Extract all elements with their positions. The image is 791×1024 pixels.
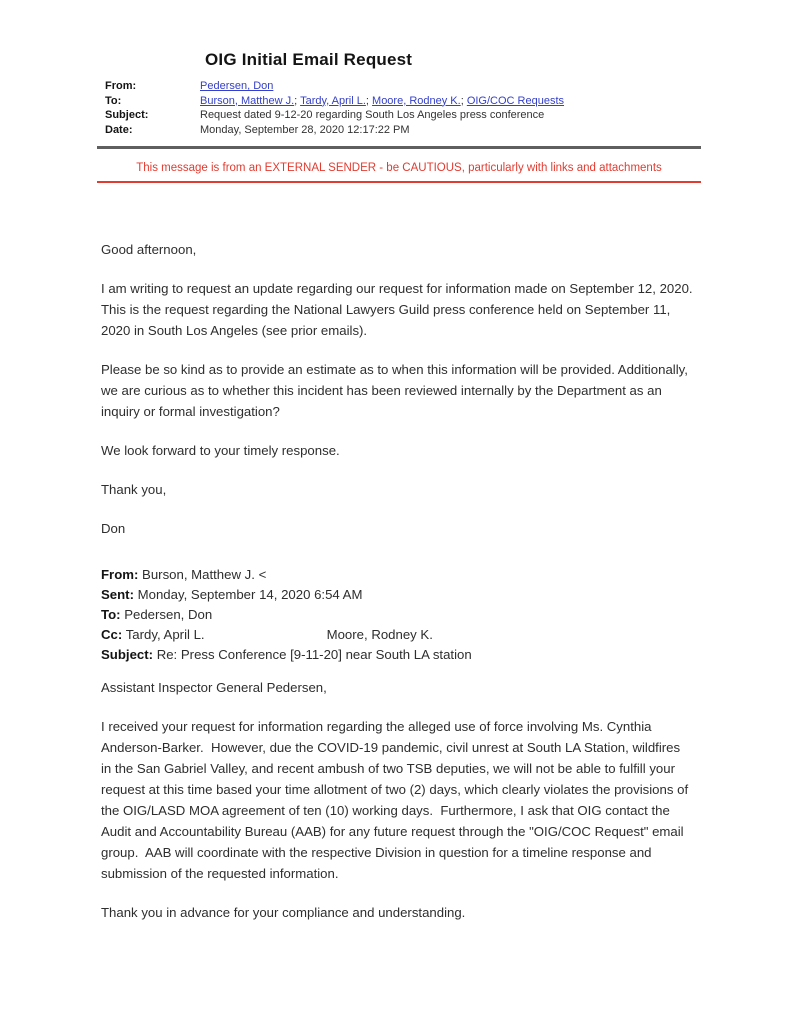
quoted-from-value: Burson, Matthew J. < xyxy=(142,567,267,583)
quoted-to-value: Pedersen, Don xyxy=(124,607,213,623)
greeting-line: Good afternoon, xyxy=(101,242,197,258)
quoted-from-line xyxy=(101,565,693,585)
date-label: Date: xyxy=(105,123,133,136)
to-separator: ; xyxy=(294,94,301,107)
to-value xyxy=(200,94,564,109)
email-meta-header xyxy=(101,79,693,137)
quoted-cc-label: Cc: xyxy=(101,627,123,643)
quoted-to-line xyxy=(101,605,693,625)
quoted-cc-name-2: Moore, Rodney K. xyxy=(326,627,433,643)
to-link-tardy-april[interactable]: Tardy, April L. xyxy=(300,94,366,107)
paragraph: Thank you in advance for your compliance and understanding. xyxy=(101,905,466,921)
to-link-moore-rodney[interactable]: Moore, Rodney K. xyxy=(372,94,461,107)
meta-row-from xyxy=(101,79,693,94)
to-separator: ; xyxy=(460,94,467,107)
meta-row-date xyxy=(101,123,693,138)
quoted-sent-label: Sent: xyxy=(101,587,134,603)
quoted-cc-name-1: Tardy, April L. xyxy=(125,627,205,643)
from-label: From: xyxy=(105,80,137,92)
subject-label: Subject: xyxy=(105,109,149,122)
quoted-sent-line xyxy=(101,585,693,605)
closing-line: Thank you, xyxy=(101,482,167,498)
meta-row-to xyxy=(101,94,693,109)
message-body-top xyxy=(101,239,697,539)
salutation-line: Assistant Inspector General Pedersen, xyxy=(101,680,327,696)
from-value xyxy=(200,79,273,94)
quoted-to-label: To: xyxy=(101,607,121,623)
quoted-subject-label: Subject: xyxy=(101,647,154,663)
quoted-subject-value: Re: Press Conference [9-11-20] near South LA station xyxy=(156,647,472,663)
paragraph: I received your request for information regarding the alleged use of force involving Ms. Cynthia Anderson-Barker. However, due the COVID-19 pandemic, civil unrest at South LA Station, wildfires in the San Gabriel Valley, and recent ambush of two TSB deputies, we will not be able to fulfill your request at this time based your time allotment of two (2) days, which clearly violates the provisions of the OIG/LASD MOA agreement of ten (10) working days. Furthermore, I ask that OIG contact the Audit and Accountability Bureau (AAB) for any future request through the "OIG/COC Request" email group. AAB will coordinate with the respective Division in question for a timeline response and submission of the requested information. xyxy=(101,719,692,882)
to-link-burson-matthew[interactable]: Burson, Matthew J. xyxy=(200,94,295,107)
paragraph: I am writing to request an update regarding our request for information made on September 12, 2020. This is the request regarding the National Lawyers Guild press conference held on September 11, 2020 in South Los Angeles (see prior emails). xyxy=(101,281,697,339)
page-title: OIG Initial Email Request xyxy=(205,50,413,69)
from-link-pedersen-don[interactable]: Pedersen, Don xyxy=(200,80,274,92)
quoted-sent-value: Monday, September 14, 2020 6:54 AM xyxy=(137,587,363,603)
subject-value: Request dated 9-12-20 regarding South Los Angeles press conference xyxy=(200,109,545,122)
date-value: Monday, September 28, 2020 12:17:22 PM xyxy=(200,123,410,136)
meta-row-subject xyxy=(101,108,693,123)
paragraph: We look forward to your timely response. xyxy=(101,443,340,459)
quoted-subject-line xyxy=(101,645,693,665)
to-label: To: xyxy=(105,94,122,107)
quoted-email-header xyxy=(101,565,693,665)
to-link-oig-coc-requests[interactable]: OIG/COC Requests xyxy=(466,94,565,107)
document-content xyxy=(101,0,697,941)
to-separator: ; xyxy=(365,94,373,107)
paragraph: Please be so kind as to provide an estimate as to when this information will be provided. Additionally, we are curious as to whether this incident has been reviewed internally by the Department as an inquiry or formal investigation? xyxy=(101,362,692,420)
header-divider-line xyxy=(97,146,701,149)
signature-line: Don xyxy=(101,521,126,537)
external-sender-warning: This message is from an EXTERNAL SENDER - be CAUTIOUS, particularly with links and attachments xyxy=(97,162,701,183)
quoted-from-label: From: xyxy=(101,567,139,583)
message-body-reply xyxy=(101,677,693,923)
quoted-cc-line xyxy=(101,625,693,645)
